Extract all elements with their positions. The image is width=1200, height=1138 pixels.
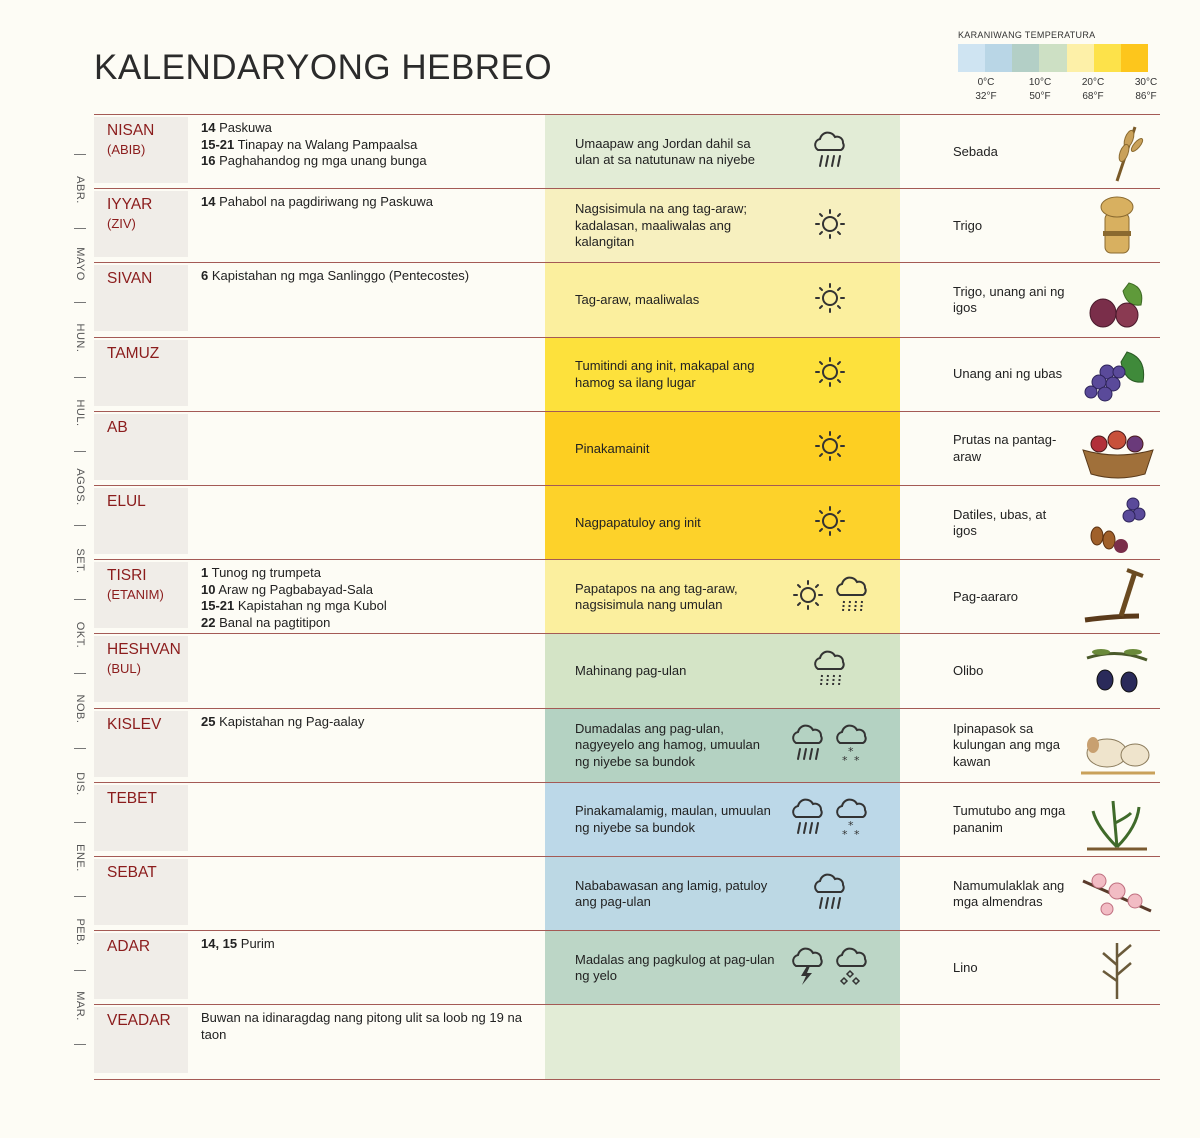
legend-tick — [966, 76, 1006, 104]
wheat-icon — [1077, 193, 1157, 259]
month-cell — [94, 859, 188, 925]
month-row — [94, 1004, 1160, 1080]
thunder-icon — [788, 944, 828, 993]
legend-tick — [1126, 76, 1166, 104]
month-name: IYYAR — [107, 196, 153, 214]
festivals-list — [201, 565, 531, 631]
weather-description — [575, 560, 775, 634]
month-name: HESHVAN — [107, 641, 181, 659]
month-cell — [94, 562, 188, 628]
festival-name: Araw ng Pagbabayad-Sala — [215, 581, 374, 597]
weather-description — [575, 634, 775, 708]
gregorian-month-label: HUN. — [74, 323, 86, 353]
weather-description — [575, 115, 775, 189]
weather-icons — [775, 796, 885, 844]
gregorian-month-label: PEB. — [74, 918, 86, 946]
gregorian-month-divider — [74, 525, 86, 526]
month-alt-name: (ABIB) — [107, 142, 146, 157]
gregorian-month-label: DIS. — [74, 771, 86, 796]
festival-date: 14 — [201, 120, 216, 135]
svg-text:*: * — [842, 754, 848, 766]
gregorian-month-divider — [74, 377, 86, 378]
sun-icon — [810, 202, 850, 251]
almond-blossom-icon — [1077, 861, 1157, 927]
crop-description — [953, 412, 1073, 486]
crop-text: Trigo, unang ani ng igos — [953, 283, 1065, 316]
month-cell — [94, 711, 188, 777]
gregorian-month-label: ABR. — [74, 176, 86, 204]
legend-tick-celsius: 20°C — [1081, 77, 1105, 88]
crop-text: Pag-aararo — [953, 588, 1019, 604]
gregorian-month-label: MAYO — [74, 247, 86, 281]
crop-description — [953, 189, 1073, 263]
crop-description — [953, 857, 1073, 931]
weather-description — [575, 412, 775, 486]
legend-swatch — [1067, 44, 1094, 72]
gregorian-month-label: OKT. — [74, 621, 86, 649]
weather-icons — [775, 870, 885, 918]
festival-date: 15-21 — [201, 136, 235, 152]
month-name: VEADAR — [107, 1012, 171, 1030]
legend-tick — [1020, 76, 1060, 104]
legend-tick-celsius: 10°C — [1028, 77, 1052, 88]
month-alt-name: (BUL) — [107, 661, 141, 677]
svg-text:*: * — [848, 819, 854, 833]
weather-description — [575, 263, 775, 337]
month-name: ADAR — [107, 938, 151, 956]
legend-swatch — [1012, 44, 1039, 72]
gregorian-month-divider — [74, 748, 86, 749]
festival-item — [201, 153, 531, 170]
month-cell — [94, 117, 188, 183]
weather-text: Papatapos na ang tag-araw, nagsisimula nang umulan — [575, 580, 738, 613]
month-cell — [94, 414, 188, 480]
gregorian-month-divider — [74, 228, 86, 229]
sun-icon — [788, 573, 828, 622]
sun-icon — [810, 350, 850, 399]
month-row — [94, 188, 1160, 263]
festival-name: Kapistahan ng mga Sanlinggo (Pentecostes) — [208, 268, 470, 284]
month-alt-name: (ETANIM) — [107, 587, 164, 603]
festivals-list — [201, 268, 531, 285]
crop-description — [953, 931, 1073, 1005]
legend-title: KARANIWANG TEMPERATURA — [958, 30, 1096, 40]
gregorian-month-label: NOB. — [74, 694, 86, 724]
weather-description — [575, 709, 775, 783]
festival-name: Purim — [237, 936, 275, 952]
festival-date: 14 — [201, 194, 216, 210]
gregorian-month-label: HUL. — [74, 399, 86, 427]
gregorian-month-label: AGOS. — [74, 468, 86, 506]
weather-text: Madalas ang pagkulog at pag-ulan ng yelo — [575, 951, 775, 984]
festival-date: 16 — [201, 153, 216, 168]
temperature-legend — [958, 30, 1158, 106]
legend-tick — [1073, 76, 1113, 104]
snow-icon — [832, 795, 872, 844]
festival-name: Kapistahan ng mga Kubol — [234, 598, 387, 614]
sun-icon — [810, 424, 850, 473]
crop-description — [953, 709, 1073, 783]
crop-text: Lino — [953, 959, 978, 975]
gregorian-month-divider — [74, 154, 86, 155]
crop-description — [953, 560, 1073, 634]
festival-item — [201, 137, 531, 154]
light-rain-icon — [832, 573, 872, 622]
gregorian-month-divider — [74, 896, 86, 897]
weather-icons — [775, 944, 885, 992]
month-cell — [94, 636, 188, 702]
dates-icon — [1077, 490, 1157, 556]
crop-text: Trigo — [953, 217, 983, 233]
festival-date: 1 — [201, 565, 209, 581]
festival-name: Banal na pagtitipon — [215, 614, 331, 630]
month-name: KISLEV — [107, 715, 162, 733]
weather-icons — [775, 202, 885, 250]
svg-text:*: * — [848, 745, 854, 759]
gregorian-month-divider — [74, 302, 86, 303]
gregorian-month-label: ENE. — [74, 843, 86, 872]
rain-icon — [810, 128, 850, 177]
hail-icon — [832, 944, 872, 993]
festival-name: Tinapay na Walang Pampaalsa — [234, 136, 418, 152]
month-cell — [94, 933, 188, 999]
month-name: TEBET — [107, 789, 157, 807]
legend-swatch — [1039, 44, 1066, 72]
crop-description — [953, 263, 1073, 337]
page-title: KALENDARYONG HEBREO — [94, 48, 553, 87]
month-cell — [94, 340, 188, 406]
grapes-icon — [1077, 342, 1157, 408]
month-name: TISRI — [107, 567, 147, 585]
legend-tick-celsius: 30°C — [1134, 77, 1158, 88]
month-row — [94, 856, 1160, 931]
crop-text: Ipinapasok sa kulungan ang mga kawan — [953, 720, 1060, 769]
weather-icons — [775, 276, 885, 324]
legend-ticks — [958, 76, 1158, 106]
festival-name: Paghahandog ng mga unang bunga — [215, 153, 427, 168]
weather-description — [575, 857, 775, 931]
festival-name: Buwan na idinaragdag nang pitong ulit sa loob ng 19 na taon — [201, 1010, 522, 1042]
month-cell — [94, 191, 188, 257]
gregorian-month-divider — [74, 673, 86, 674]
legend-tick-fahrenheit: 32°F — [975, 91, 997, 102]
fruit-basket-icon — [1077, 416, 1157, 482]
gregorian-month-divider — [74, 451, 86, 452]
weather-description — [575, 338, 775, 412]
weather-icons — [775, 499, 885, 547]
month-row — [94, 262, 1160, 337]
legend-swatch — [1121, 44, 1148, 72]
festival-date: 15-21 — [201, 598, 235, 614]
weather-text: Nagsisimula na ang tag-araw; kadalasan, maaliwalas ang kalangitan — [575, 201, 747, 250]
month-name: SIVAN — [107, 270, 153, 288]
crop-description — [953, 115, 1073, 189]
month-name: NISAN — [107, 122, 155, 139]
weather-icons — [775, 573, 885, 621]
month-alt-name: (ZIV) — [107, 216, 136, 232]
rain-icon — [810, 870, 850, 919]
month-row — [94, 411, 1160, 486]
legend-color-scale — [958, 44, 1148, 72]
festivals-list — [201, 1010, 531, 1043]
festival-item — [201, 714, 531, 731]
crop-description — [953, 634, 1073, 708]
calendar-table — [94, 114, 1160, 1080]
festival-date: 14, 15 — [201, 936, 238, 952]
month-name: ELUL — [107, 493, 146, 510]
festival-item — [201, 120, 531, 137]
weather-description — [575, 783, 775, 857]
month-row — [94, 708, 1160, 783]
weather-description — [575, 931, 775, 1005]
light-rain-icon — [810, 647, 850, 696]
gregorian-month-divider — [74, 1044, 86, 1045]
month-name: AB — [107, 418, 128, 436]
weather-text: Tag-araw, maaliwalas — [575, 292, 700, 308]
weather-text: Pinakamainit — [575, 440, 650, 456]
legend-swatch — [985, 44, 1012, 72]
month-row — [94, 559, 1160, 634]
festival-name: Paskuwa — [215, 120, 272, 135]
festivals-list — [201, 714, 531, 731]
barley-icon — [1077, 119, 1157, 185]
rain-icon — [788, 795, 828, 844]
snow-icon — [832, 721, 872, 770]
svg-text:*: * — [854, 828, 860, 840]
month-name: SEBAT — [107, 864, 157, 881]
crop-text: Namumulaklak ang mga almendras — [953, 877, 1065, 909]
crop-description — [953, 783, 1073, 857]
legend-tick-fahrenheit: 68°F — [1082, 91, 1104, 102]
festival-name: Tunog ng trumpeta — [208, 565, 321, 581]
svg-text:*: * — [854, 754, 860, 766]
crop-text: Datiles, ubas, at igos — [953, 506, 1047, 538]
festival-item — [201, 268, 531, 285]
flax-icon — [1077, 935, 1157, 1001]
gregorian-month-label: SET. — [74, 548, 86, 574]
legend-swatch — [958, 44, 985, 72]
month-row — [94, 114, 1160, 189]
festival-date: 25 — [201, 713, 216, 729]
festival-item — [201, 565, 531, 582]
crop-text: Olibo — [953, 663, 984, 679]
crop-text: Sebada — [953, 143, 998, 159]
sun-icon — [810, 499, 850, 548]
crop-description — [953, 338, 1073, 412]
gregorian-month-divider — [74, 970, 86, 971]
legend-tick-fahrenheit: 50°F — [1029, 91, 1051, 102]
festival-item — [201, 615, 531, 632]
weather-icons — [775, 128, 885, 176]
weather-icons — [775, 425, 885, 473]
month-cell — [94, 265, 188, 331]
festival-item — [201, 582, 531, 599]
festival-name: Kapistahan ng Pag-aalay — [215, 713, 365, 729]
month-row — [94, 930, 1160, 1005]
gregorian-month-divider — [74, 599, 86, 600]
weather-text: Nababawasan ang lamig, patuloy ang pag-ulan — [575, 877, 768, 909]
sheep-icon — [1077, 713, 1157, 779]
month-row — [94, 337, 1160, 412]
weather-text: Pinakamalamig, maulan, umuulan ng niyebe sa bundok — [575, 803, 771, 835]
month-row — [94, 782, 1160, 857]
fig-icon — [1077, 267, 1157, 333]
weather-text: Umaapaw ang Jordan dahil sa ulan at sa natutunaw na niyebe — [575, 135, 755, 167]
festival-item — [201, 598, 531, 615]
sun-icon — [810, 276, 850, 325]
sprout-icon — [1077, 787, 1157, 853]
festival-name: Pahabol na pagdiriwang ng Paskuwa — [215, 194, 434, 210]
legend-swatch — [1094, 44, 1121, 72]
month-name: TAMUZ — [107, 344, 160, 362]
month-cell — [94, 1007, 188, 1073]
festival-item — [201, 1010, 531, 1043]
month-row — [94, 633, 1160, 708]
rain-icon — [788, 721, 828, 770]
crop-text: Tumutubo ang mga pananim — [953, 803, 1066, 835]
olive-icon — [1077, 638, 1157, 704]
legend-tick-celsius: 0°C — [977, 77, 995, 88]
weather-text: Nagpapatuloy ang init — [575, 514, 701, 530]
festival-date: 22 — [201, 614, 216, 630]
festival-date: 6 — [201, 268, 209, 284]
weather-text: Tumitindi ang init, makapal ang hamog sa ilang lugar — [575, 358, 755, 390]
gregorian-month-label: MAR. — [74, 991, 86, 1021]
weather-description — [575, 189, 775, 263]
weather-icons — [775, 351, 885, 399]
festival-item — [201, 936, 531, 953]
weather-text: Dumadalas ang pag-ulan, nagyeyelo ang hamog, umuulan ng niyebe sa bundok — [575, 720, 761, 769]
gregorian-month-divider — [74, 822, 86, 823]
weather-text: Mahinang pag-ulan — [575, 663, 687, 679]
month-row — [94, 485, 1160, 560]
festival-item — [201, 194, 531, 211]
crop-description — [953, 486, 1073, 560]
crop-text: Unang ani ng ubas — [953, 366, 1063, 382]
weather-icons — [775, 722, 885, 770]
festivals-list — [201, 936, 531, 953]
festivals-list — [201, 194, 531, 211]
legend-tick-fahrenheit: 86°F — [1135, 91, 1157, 102]
month-cell — [94, 488, 188, 554]
festival-date: 10 — [201, 581, 216, 597]
month-cell — [94, 785, 188, 851]
weather-icons — [775, 647, 885, 695]
svg-text:*: * — [842, 828, 848, 840]
plow-icon — [1077, 564, 1157, 630]
weather-description — [575, 486, 775, 560]
festivals-list — [201, 120, 531, 170]
crop-text: Prutas na pantag-araw — [953, 432, 1057, 464]
